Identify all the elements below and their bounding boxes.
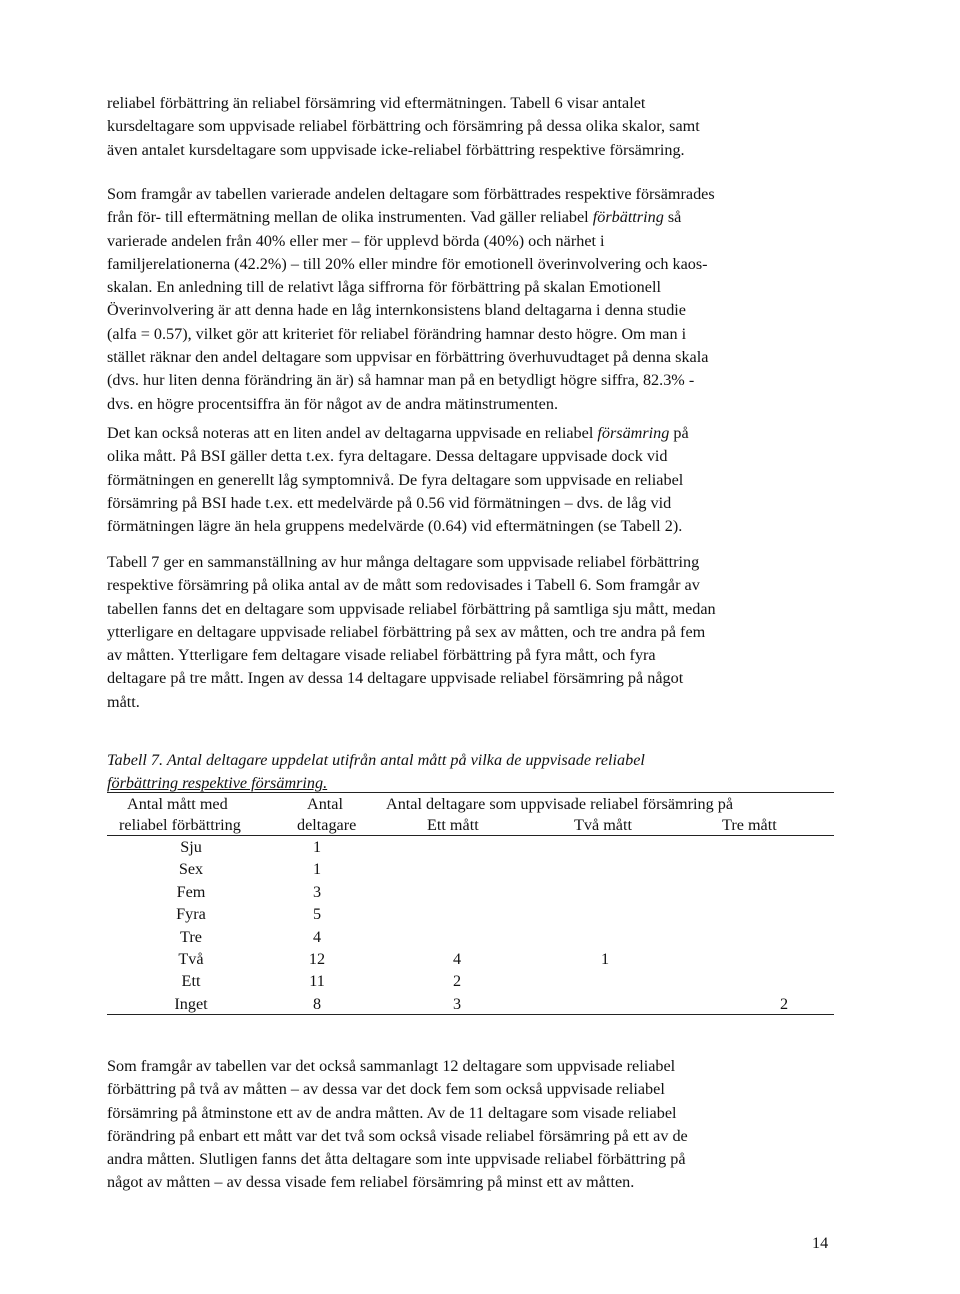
row-ett-matt: 2	[452, 972, 462, 991]
text-line: Överinvolvering är att denna hade en låg internkonsistens bland deltagarna i denna studie	[107, 301, 686, 320]
paragraph-4	[107, 551, 827, 714]
row-label: Sju	[180, 838, 202, 856]
text-line: tabellen fanns det en deltagare som uppvisade reliabel förbättring på samtliga sju mått, medan	[107, 599, 716, 618]
header-group-label: Antal deltagare som uppvisade reliabel försämring på	[386, 795, 734, 813]
text-line: skalan. En anledning till de relativt låga siffrorna för förbättring på skalan Emotionell	[107, 278, 661, 297]
header-col2-line2: deltagare	[297, 816, 357, 834]
text-line: ytterligare en deltagare uppvisade reliabel förbättring på sex av måtten, och tre andra på fem	[107, 622, 706, 641]
text-line: Som framgår av tabellen var det också sammanlagt 12 deltagare som uppvisade reliabel	[107, 1057, 676, 1075]
text-line: stället räknar den andel deltagare som uppvisar en förbättring överhuvudtaget på denna skala	[107, 348, 709, 367]
row-label: Tre	[180, 927, 202, 946]
row-ett-matt: 4	[452, 950, 462, 968]
text-line	[107, 206, 827, 229]
text-line: Tabell 7 ger en sammanställning av hur många deltagare som uppvisade reliabel förbättring	[107, 553, 700, 571]
caption-line: förbättring respektive försämring.	[107, 774, 328, 792]
text-line: deltagare på tre mått. Ingen av dessa 14 deltagare uppvisade reliabel försämring på något	[107, 669, 684, 688]
caption-line: Tabell 7. Antal deltagare uppdelat utifrån antal mått på vilka de uppvisade reliabel	[107, 751, 645, 769]
header-sub-tre: Tre mått	[722, 816, 777, 834]
text-line	[107, 422, 827, 445]
text-line: även antalet kursdeltagare som uppvisade icke-reliabel förbättring respektive försämring.	[107, 140, 685, 159]
row-count: 11	[309, 972, 325, 991]
row-count: 5	[312, 905, 322, 924]
text-line: varierade andelen från 40% eller mer – för upplevd börda (40%) och närhet i	[107, 231, 605, 250]
text-line: något av måtten – av dessa visade fem reliabel försämring på minst ett av måtten.	[107, 1173, 635, 1192]
row-count: 8	[312, 994, 322, 1013]
text-line: Som framgår av tabellen varierade andelen deltagare som förbättrades respektive försämrades	[107, 185, 715, 203]
italic-term: försämring	[597, 424, 670, 442]
text-line: dvs. en högre procentsiffra än för något av de andra mätinstrumenten.	[107, 394, 558, 413]
paragraph-3	[107, 422, 827, 538]
text-segment: så	[663, 208, 682, 227]
text-segment: på	[669, 424, 689, 442]
text-segment: Det kan också noteras att en liten andel av deltagarna uppvisade en reliabel	[107, 424, 598, 442]
table-caption	[107, 749, 827, 795]
text-line: (alfa = 0.57), vilket gör att kriteriet för reliabel förändring hamnar desto högre. Om man i	[107, 324, 687, 343]
row-label: Fem	[176, 882, 206, 901]
paragraph-2	[107, 183, 827, 416]
text-line: familjerelationerna (42.2%) – till 20% eller mindre för emotionell överinvolvering och kaos-	[107, 254, 708, 273]
text-line: mått.	[107, 692, 140, 711]
header-sub-tva: Två mått	[574, 816, 632, 834]
text-line: förmätningen lägre än hela gruppens medelvärde (0.64) vid eftermätningen (se Tabell 2).	[107, 517, 683, 536]
row-count: 3	[312, 882, 322, 901]
page-number: 14	[812, 1234, 829, 1252]
row-count: 4	[312, 927, 322, 946]
row-ett-matt: 3	[452, 994, 462, 1013]
row-count: 1	[312, 860, 322, 879]
header-col1-line1: Antal mått med	[127, 795, 228, 813]
header-col1-line2: reliabel förbättring	[119, 816, 241, 834]
row-label: Fyra	[176, 905, 206, 924]
text-line: kursdeltagare som uppvisade reliabel förbättring och försämring på dessa olika skalor, samt	[107, 117, 700, 136]
paragraph-1	[107, 92, 827, 162]
header-col2-line1: Antal	[307, 795, 343, 813]
text-line: förändring på enbart ett mått var det två som också visade reliabel försämring på ett av de	[107, 1126, 688, 1145]
text-line: förbättring på två av måtten – av dessa var det dock fem som också uppvisade reliabel	[107, 1080, 665, 1099]
row-count: 1	[312, 838, 322, 856]
row-label: Två	[178, 950, 204, 968]
text-line: respektive försämring på olika antal av de mått som redovisades i Tabell 6. Som framgår av	[107, 576, 700, 595]
header-sub-ett: Ett mått	[427, 816, 479, 834]
row-label: Sex	[178, 860, 204, 879]
text-line: reliabel förbättring än reliabel försämring vid eftermätningen. Tabell 6 visar antalet	[107, 94, 646, 112]
text-line: försämring på åtminstone ett av de andra måtten. Av de 11 deltagare som visade reliabel	[107, 1103, 677, 1122]
paragraph-5	[107, 1055, 827, 1195]
text-line: förmätningen en generellt låg symptomnivå. De fyra deltagare som uppvisade en reliabel	[107, 470, 684, 489]
row-label: Ett	[181, 972, 201, 991]
text-line: (dvs. hur liten denna förändring än är) så hamnar man på en betydligt högre siffra, 82.3% -	[107, 371, 695, 390]
data-table	[107, 793, 834, 1015]
text-line: av måtten. Ytterligare fem deltagare visade reliabel förbättring på fyra mått, och fyra	[107, 646, 656, 665]
text-line: olika mått. På BSI gäller detta t.ex. fyra deltagare. Dessa deltagare uppvisade dock vid	[107, 447, 668, 466]
italic-term: förbättring	[592, 208, 664, 227]
text-line: andra måtten. Slutligen fanns det åtta deltagare som inte uppvisade reliabel förbättring på	[107, 1150, 686, 1169]
text-segment: från för- till eftermätning mellan de olika instrumenten. Vad gäller reliabel	[107, 208, 593, 227]
row-label: Inget	[174, 994, 208, 1013]
row-tva-matt: 1	[600, 950, 610, 968]
text-line: försämring på BSI hade t.ex. ett medelvärde på 0.56 vid förmätningen – dvs. de låg vid	[107, 493, 672, 512]
row-count: 12	[308, 950, 326, 968]
row-tre-matt: 2	[779, 994, 789, 1013]
